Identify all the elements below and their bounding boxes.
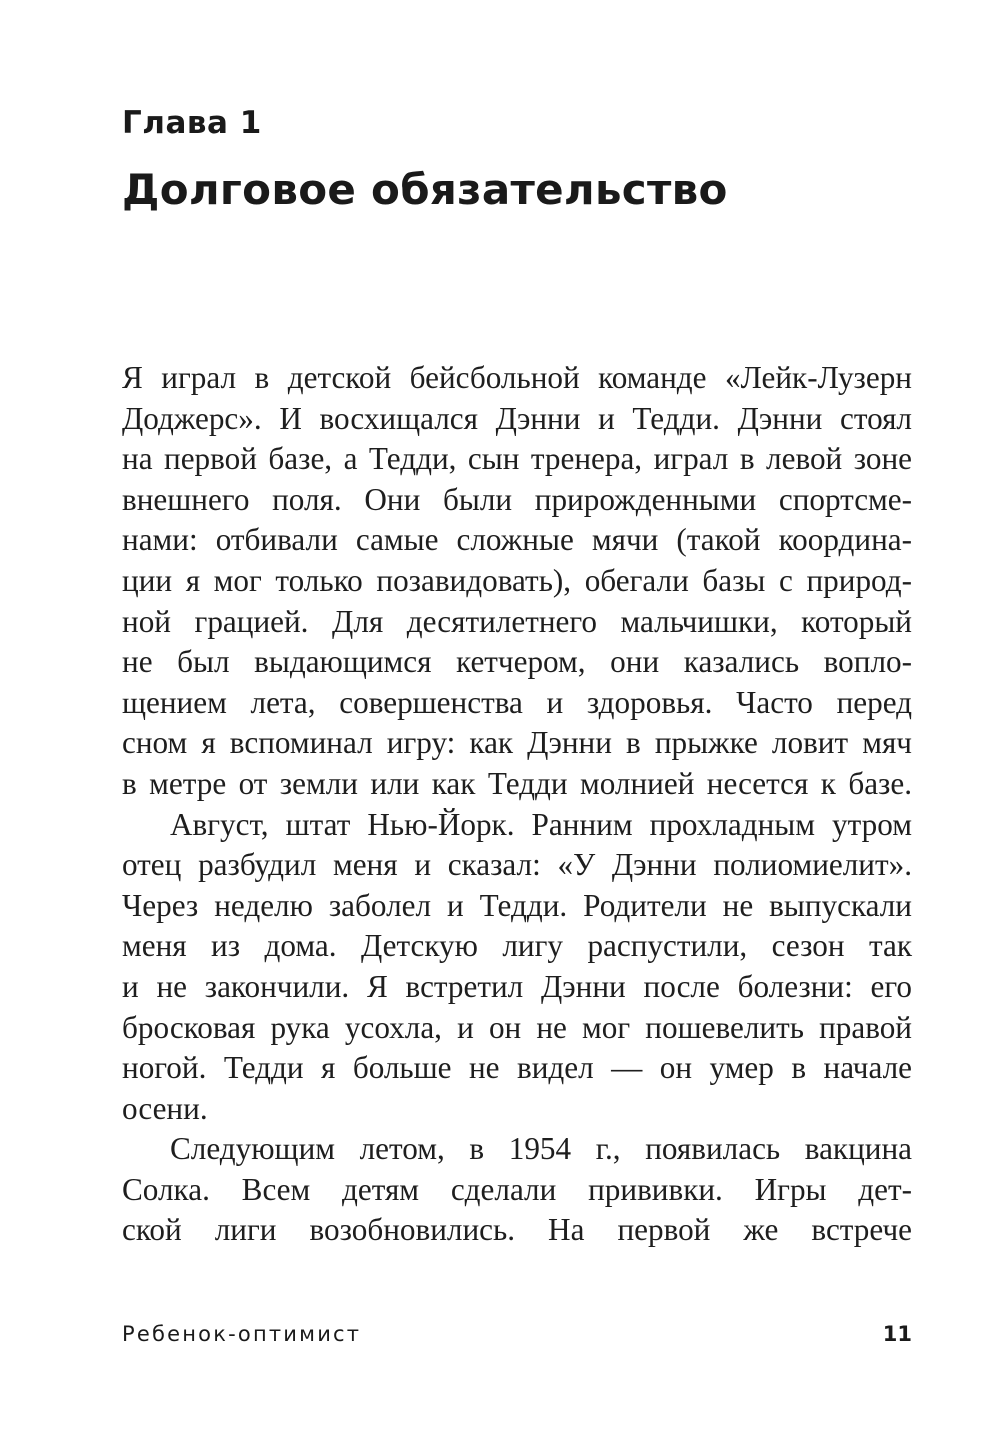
text-line: бросковая рука усохла, и он не мог пошевелить правой [122, 1009, 912, 1045]
text-line: меня из дома. Детскую лигу распустили, сезон так [122, 928, 912, 964]
text-line: внешнего поля. Они были прирожденными спортсме- [122, 481, 912, 517]
text-line: нами: отбивали самые сложные мячи (такой координа- [122, 522, 912, 558]
text-line: сном я вспоминал игру: как Дэнни в прыжке ловит мяч [122, 725, 912, 761]
text-line: ногой. Тедди я больше не видел — он умер в начале [122, 1050, 912, 1086]
running-title: Ребенок-оптимист [122, 1322, 362, 1346]
paragraph-2 [122, 805, 912, 1130]
paragraph-3 [122, 1129, 912, 1251]
text-line: Август, штат Нью-Йорк. Ранним прохладным утром [170, 806, 912, 842]
paragraph-1 [122, 358, 912, 805]
text-line: и не закончили. Я встретил Дэнни после болезни: его [122, 968, 912, 1004]
page-number: 11 [882, 1322, 912, 1346]
text-line: ции я мог только позавидовать), обегали базы с природ- [122, 562, 912, 598]
text-line: в метре от земли или как Тедди молнией несется к базе. [122, 765, 912, 801]
text-line: Я играл в детской бейсбольной команде «Лейк-Лузерн [122, 360, 912, 395]
chapter-title: Долговое обязательство [122, 165, 728, 214]
text-line: Солка. Всем детям сделали прививки. Игры дет- [122, 1171, 912, 1207]
text-line: ной грацией. Для десятилетнего мальчишки, который [122, 603, 912, 639]
text-line: не был выдающимся кетчером, они казались вопло- [122, 644, 912, 680]
body-text [122, 358, 912, 1251]
text-line: щением лета, совершенства и здоровья. Часто перед [122, 684, 912, 720]
text-line: Через неделю заболел и Тедди. Родители не выпускали [122, 887, 912, 923]
text-line: Следующим летом, в 1954 г., появилась вакцина [170, 1131, 912, 1167]
text-line: Доджерс». И восхищался Дэнни и Тедди. Дэнни стоял [122, 400, 912, 436]
text-line: отец разбудил меня и сказал: «У Дэнни полиомиелит». [122, 847, 912, 883]
text-line: осени. [122, 1090, 208, 1126]
text-line: ской лиги возобновились. На первой же встрече [122, 1212, 912, 1248]
chapter-label: Глава 1 [122, 105, 262, 141]
text-line: на первой базе, а Тедди, сын тренера, играл в левой зоне [122, 441, 912, 477]
